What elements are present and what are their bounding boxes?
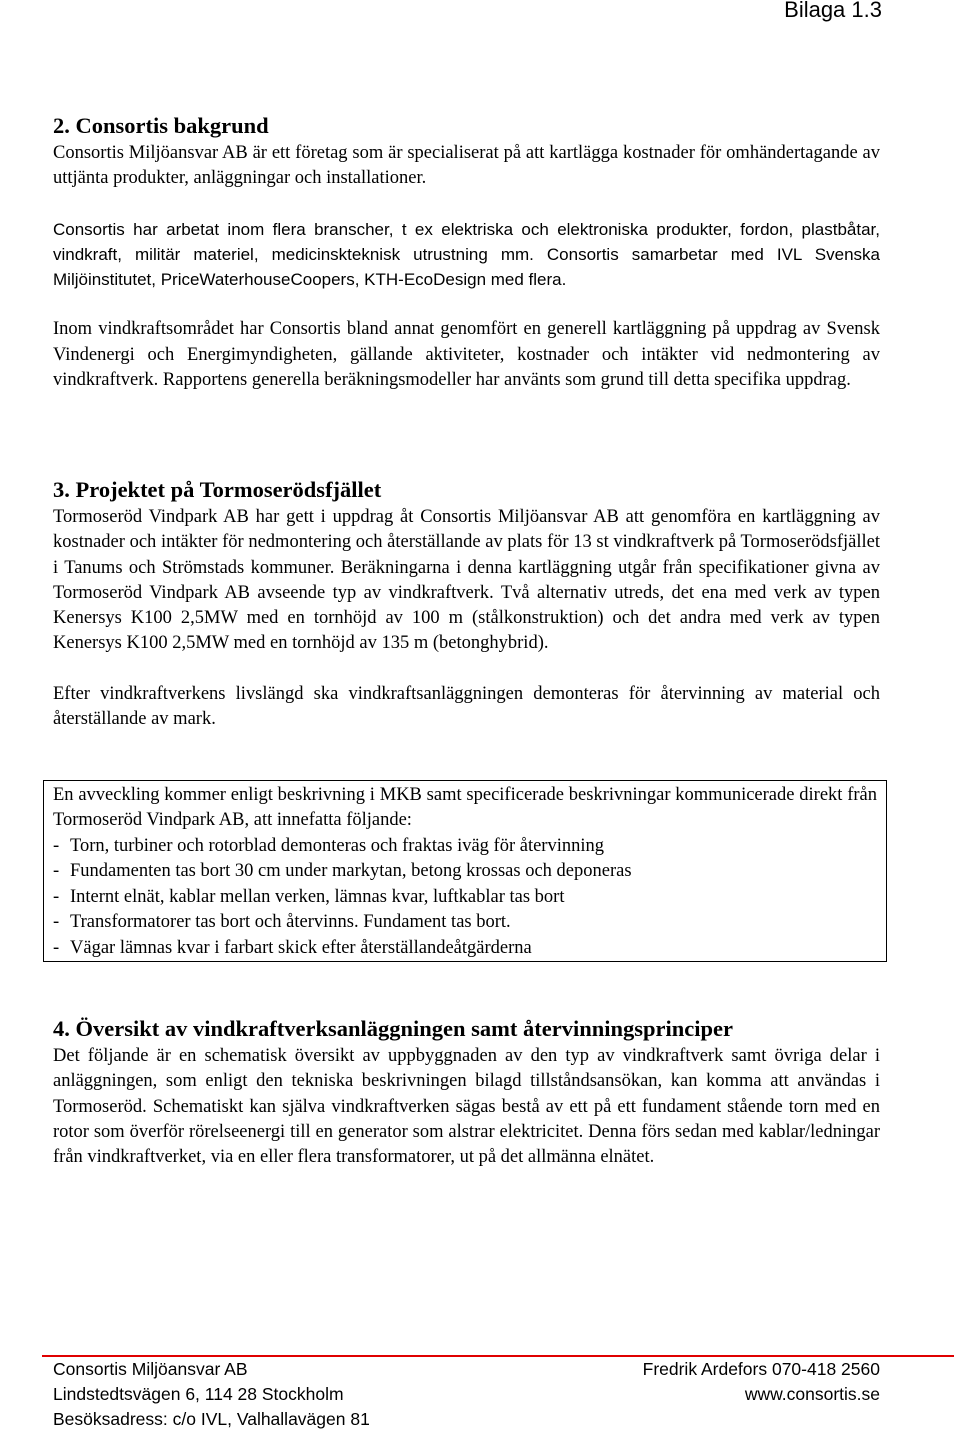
section-2-paragraph-1: Consortis Miljöansvar AB är ett företag som är specialiserat på att kartlägga kostnader för omhändertagande av uttjänta produkter, anläggningar och installationer. (53, 143, 880, 189)
section-2-paragraph-2: Consortis har arbetat inom flera branscher, t ex elektriska och elektroniska produkter, fordon, plastbåtar, vindkraft, militär materiel, medicinskteknisk utrustning mm. Consortis samarbetar med IVL Svenska Miljöinstitutet, PriceWaterhouseCoopers, KTH-EcoDesign med flera. (53, 219, 880, 290)
section-4-paragraph-1: Det följande är en schematisk översikt av uppbyggnaden av den typ av vindkraftverk samt övriga delar i anläggningen, som enligt den tekniska beskrivningen bilagd tillståndsansökan, kan komma att användas i Tormoseröd. Schematiskt kan själva vindkraftverken sägas bestå av ett på ett fundament stående torn med en rotor som överför rörelseenergi till en generator som alstrar elektricitet. Denna förs sedan med kablar/ledningar från vindkraftverket, via en eller flera transformatorer, ut på det allmänna elnätet. (53, 1046, 880, 1168)
section-3 (53, 475, 880, 732)
footer-contact: Fredrik Ardefors 070-418 2560 (642, 1359, 880, 1379)
decommissioning-box (43, 780, 887, 962)
section-4-heading: 4. Översikt av vindkraftverksanläggningen samt återvinningsprinciper (53, 1016, 734, 1041)
section-4 (53, 1014, 880, 1170)
decommissioning-list (53, 834, 877, 962)
footer-visit-address: Besöksadress: c/o IVL, Valhallavägen 81 (53, 1409, 370, 1429)
appendix-label: Bilaga 1.3 (784, 0, 882, 22)
list-item: - Transformatorer tas bort och återvinns. Fundament tas bort. (53, 912, 511, 933)
list-item: - Internt elnät, kablar mellan verken, lämnas kvar, luftkablar tas bort (53, 886, 565, 907)
list-item: - Torn, turbiner och rotorblad demonteras och fraktas iväg för återvinning (53, 835, 604, 856)
section-2-paragraph-3: Inom vindkraftsområdet har Consortis bland annat genomfört en generell kartläggning på uppdrag av Svensk Vindenergi och Energimyndigheten, gällande aktiviteter, kostnader och intäkter vid nedmontering av vindkraftverk. Rapportens generella beräkningsmodeller har använts som grund till detta specifika uppdrag. (53, 319, 880, 391)
section-3-paragraph-2: Efter vindkraftverkens livslängd ska vindkraftsanläggningen demonteras för återvinning av material och återställande av mark. (53, 683, 880, 730)
footer-website[interactable]: www.consortis.se (744, 1384, 880, 1404)
list-item: - Vägar lämnas kvar i farbart skick efter återställandeåtgärderna (53, 937, 532, 958)
document-body (53, 111, 880, 393)
section-3-paragraph-1: Tormoseröd Vindpark AB har gett i uppdrag åt Consortis Miljöansvar AB att genomföra en kartläggning av kostnader och intäkter för nedmontering och återställande av plats för 13 st vindkraftverk på Tormoserödsfjället i Tanums och Strömstads kommuner. Beräkningarna i denna kartläggning utgår från specifikationer givna av Tormoseröd Vindpark AB avseende typ av vindkraftverk. Två alternativ utreds, det ena med verk av typen Kenersys K100 2,5MW med en tornhöjd av 100 m (stålkonstruktion) och det andra med verk av typen Kenersys K100 2,5MW med en tornhöjd av 135 m (betonghybrid). (53, 507, 880, 654)
footer-company: Consortis Miljöansvar AB (53, 1359, 248, 1379)
section-3-heading: 3. Projektet på Tormoserödsfjället (53, 477, 382, 502)
footer-address: Lindstedtsvägen 6, 114 28 Stockholm (53, 1384, 344, 1404)
box-intro: En avveckling kommer enligt beskrivning i MKB samt specificerade beskrivningar kommunicerade direkt från Tormoseröd Vindpark AB, att innefatta följande: (53, 785, 877, 831)
list-item: - Fundamenten tas bort 30 cm under markytan, betong krossas och deponeras (53, 861, 632, 882)
section-2-heading: 2. Consortis bakgrund (53, 113, 269, 138)
page-footer (53, 1357, 880, 1432)
